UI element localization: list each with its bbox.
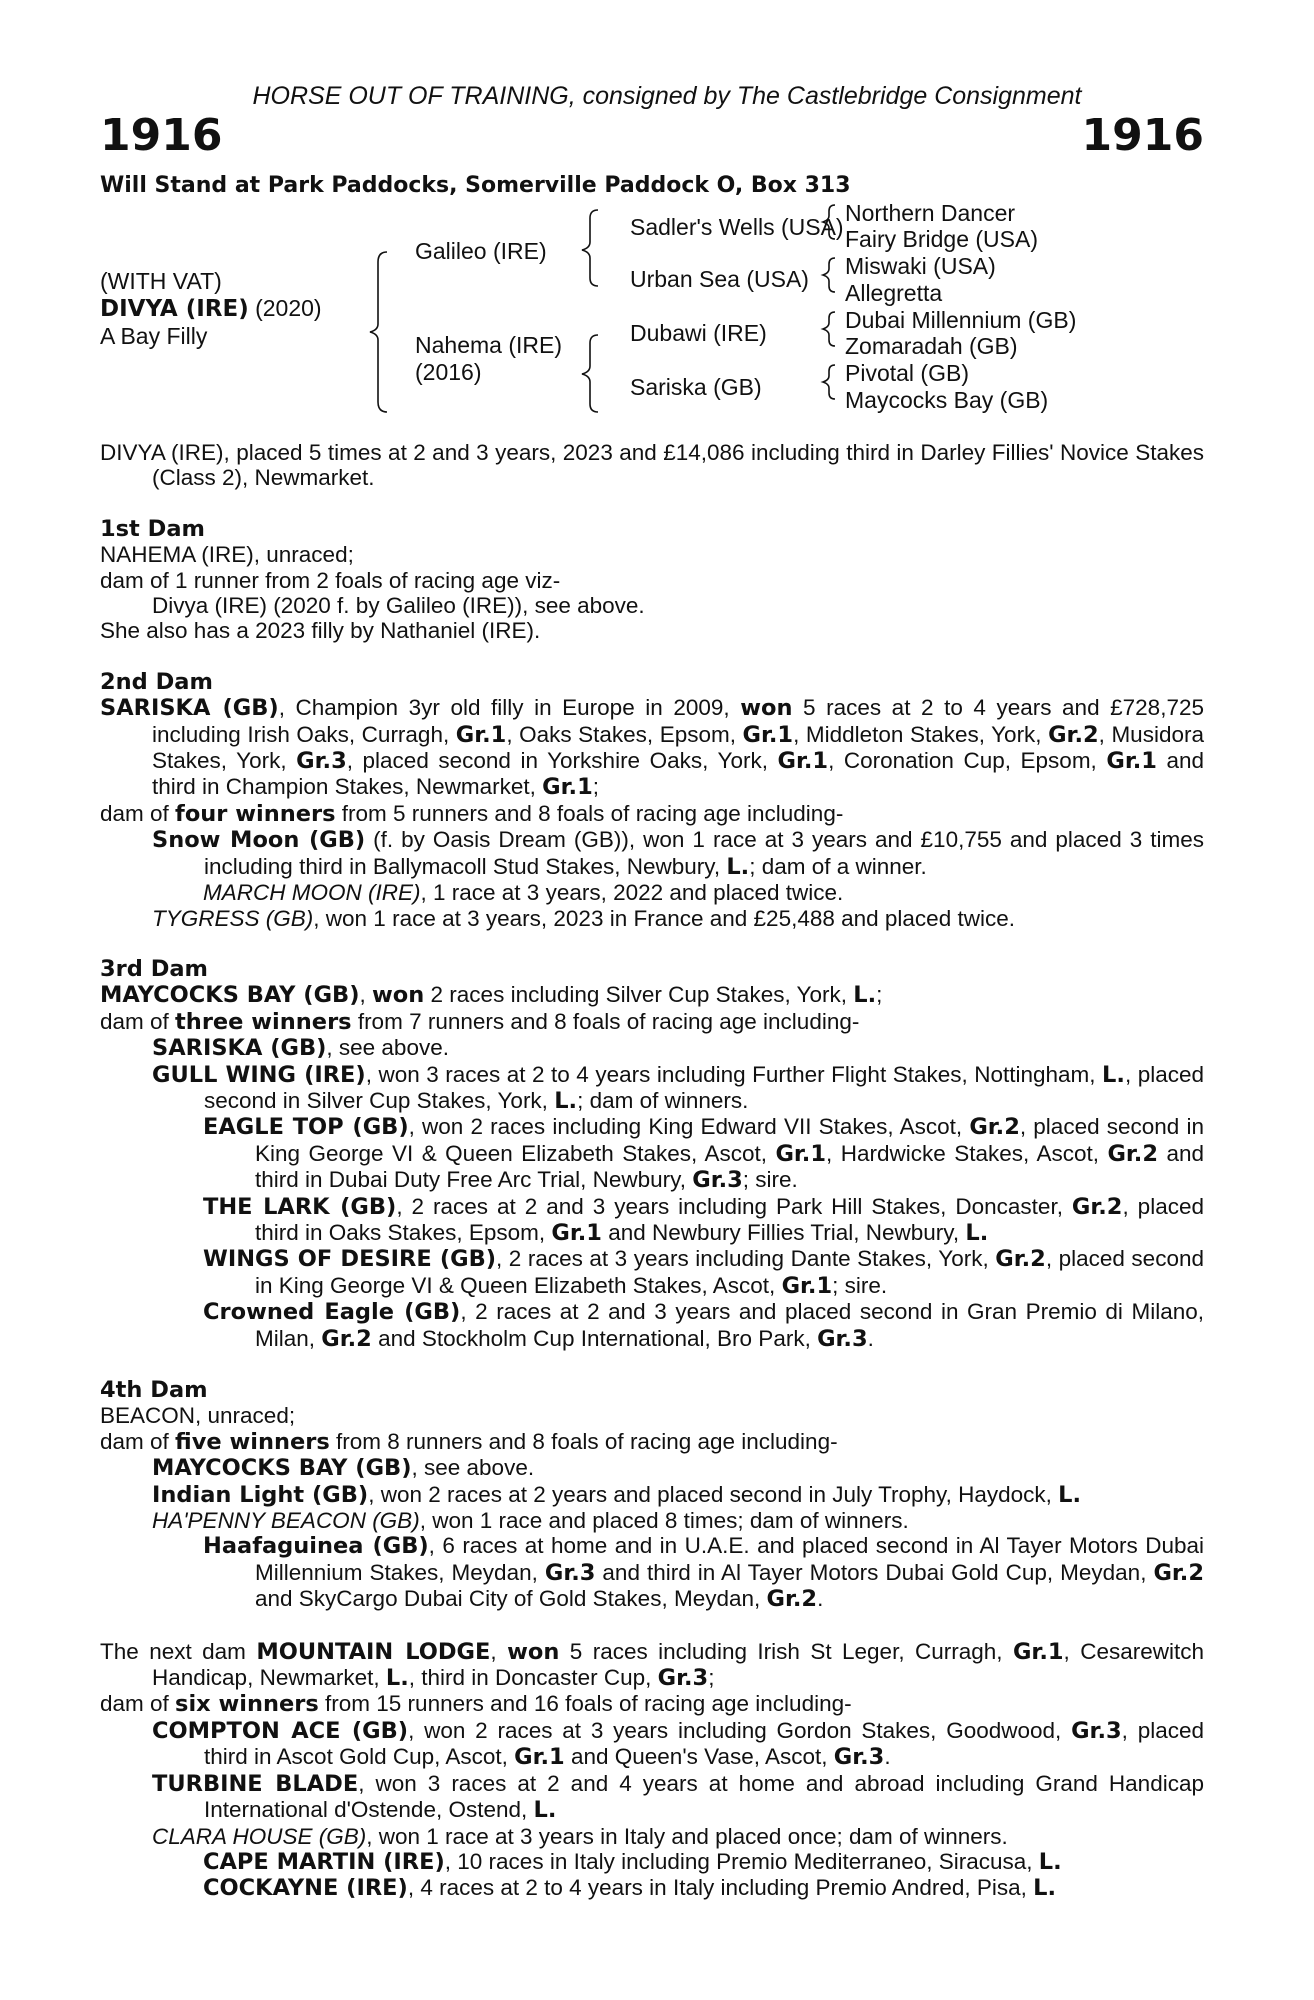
produce-crowned-eagle: Crowned Eagle (GB), 2 races at 2 and 3 years and placed second in Gran Premio di Milano, Milan, Gr.2 and Stockholm Cup International, Bro Park, Gr.3. bbox=[203, 1299, 1204, 1352]
produce-wings-of-desire: WINGS OF DESIRE (GB), 2 races at 3 years including Dante Stakes, York, Gr.2, placed second in King George VI & Queen Elizabeth Stakes, Ascot, Gr.1; sire. bbox=[203, 1246, 1204, 1299]
produce-the-lark: THE LARK (GB), 2 races at 2 and 3 years including Park Hill Stakes, Doncaster, Gr.2, placed third in Oaks Stakes, Epsom, Gr.1 and Newbury Fillies Trial, Newbury, L. bbox=[203, 1193, 1204, 1246]
fourth-dam-produce-summary: dam of five winners from 8 runners and 8 foals of racing age including- bbox=[100, 1428, 838, 1455]
produce-maycocks-bay: MAYCOCKS BAY (GB), see above. bbox=[152, 1455, 535, 1482]
great-grandparent-6: Zomaradah (GB) bbox=[845, 333, 1018, 359]
third-dam-section bbox=[100, 957, 1204, 1352]
next-dam-produce-summary: dam of six winners from 15 runners and 16 foals of racing age including- bbox=[100, 1691, 852, 1718]
produce-snow-moon: Snow Moon (GB) (f. by Oasis Dream (GB)), won 1 race at 3 years and £10,755 and placed 3 times including third in Ballymacoll Stud Stakes, Newbury, L.; dam of a winner. bbox=[152, 827, 1204, 880]
grandparent-4: Sariska (GB) bbox=[630, 374, 762, 400]
sire: Galileo (IRE) bbox=[415, 238, 547, 264]
great-grandparent-8: Maycocks Bay (GB) bbox=[845, 387, 1049, 413]
catalogue-body bbox=[100, 440, 1204, 1902]
third-dam-produce-summary: dam of three winners from 7 runners and 8 foals of racing age including- bbox=[100, 1008, 860, 1035]
first-dam-foal: Divya (IRE) (2020 f. by Galileo (IRE)), see above. bbox=[152, 593, 645, 619]
vat-note: (WITH VAT) bbox=[100, 268, 222, 294]
lot-number-right: 1916 bbox=[1081, 110, 1204, 161]
produce-turbine-blade: TURBINE BLADE, won 3 races at 2 and 4 years at home and abroad including Grand Handicap International d'Ostende, Ostend, L. bbox=[152, 1770, 1204, 1824]
lot-number-row bbox=[100, 110, 1204, 161]
next-dam-record: The next dam MOUNTAIN LODGE, won 5 races including Irish St Leger, Curragh, Gr.1, Cesarewitch Handicap, Newmarket, L., third in Doncaster Cup, Gr.3; bbox=[100, 1638, 1205, 1692]
horse-name: DIVYA (IRE) bbox=[100, 296, 249, 322]
produce-gull-wing: GULL WING (IRE), won 3 races at 2 to 4 years including Further Flight Stakes, Nottingham, L., placed second in Silver Cup Stakes, York, L.; dam of winners. bbox=[152, 1061, 1204, 1114]
great-grandparent-5: Dubai Millennium (GB) bbox=[845, 307, 1077, 333]
great-grandparent-4: Allegretta bbox=[845, 280, 943, 306]
consignor-header: HORSE OUT OF TRAINING, consigned by The Castlebridge Consignment bbox=[252, 82, 1082, 110]
horse-name-line bbox=[100, 295, 322, 322]
produce-compton-ace: COMPTON ACE (GB), won 2 races at 3 years including Gordon Stakes, Goodwood, Gr.3, placed third in Ascot Gold Cup, Ascot, Gr.1 and Queen's Vase, Ascot, Gr.3. bbox=[152, 1717, 1204, 1771]
first-dam-line: NAHEMA (IRE), unraced; bbox=[100, 542, 354, 568]
stabling-location: Will Stand at Park Paddocks, Somerville Paddock O, Box 313 bbox=[100, 173, 851, 198]
great-grandparent-7: Pivotal (GB) bbox=[845, 360, 969, 386]
produce-cape-martin: CAPE MARTIN (IRE), 10 races in Italy including Premio Mediterraneo, Siracusa, L. bbox=[203, 1848, 1062, 1875]
fourth-dam-heading: 4th Dam bbox=[100, 1377, 208, 1403]
second-dam-name: SARISKA (GB) bbox=[100, 695, 279, 722]
produce-eagle-top: EAGLE TOP (GB), won 2 races including King Edward VII Stakes, Ascot, Gr.2, placed second in King George VI & Queen Elizabeth Stakes, Ascot, Gr.1, Hardwicke Stakes, Ascot, Gr.2 and third in Dubai Duty Free Arc Trial, Newbury, Gr.3; sire. bbox=[203, 1114, 1204, 1194]
first-dam-heading: 1st Dam bbox=[100, 515, 205, 542]
next-dam-section bbox=[100, 1639, 1204, 1902]
produce-clara-house: CLARA HOUSE (GB), won 1 race at 3 years in Italy and placed once; dam of winners. bbox=[152, 1823, 1008, 1849]
produce-indian-light: Indian Light (GB), won 2 races at 2 years and placed second in July Trophy, Haydock, L. bbox=[152, 1481, 1082, 1508]
horse-record: DIVYA (IRE), placed 5 times at 2 and 3 years, 2023 and £14,086 including third in Darley Fillies' Novice Stakes (Class 2), Newmarket. bbox=[100, 440, 1204, 491]
second-dam-produce-summary: dam of four winners from 5 runners and 8 foals of racing age including- bbox=[100, 800, 844, 827]
catalogue-page bbox=[100, 82, 1204, 1902]
first-dam-produce-summary: dam of 1 runner from 2 foals of racing age viz- bbox=[100, 567, 561, 593]
produce-hapenny-beacon: HA'PENNY BEACON (GB), won 1 race and placed 8 times; dam of winners. bbox=[152, 1508, 909, 1534]
first-dam-note: She also has a 2023 filly by Nathaniel (IRE). bbox=[100, 618, 541, 644]
produce-sariska: SARISKA (GB), see above. bbox=[152, 1035, 449, 1062]
third-dam-heading: 3rd Dam bbox=[100, 955, 208, 982]
first-dam-section bbox=[100, 517, 1204, 644]
horse-description: A Bay Filly bbox=[100, 323, 208, 349]
great-grandparent-2: Fairy Bridge (USA) bbox=[845, 226, 1038, 252]
great-grandparent-3: Miswaki (USA) bbox=[845, 253, 996, 279]
grandparent-3: Dubawi (IRE) bbox=[630, 320, 767, 346]
produce-tygress: TYGRESS (GB), won 1 race at 3 years, 2023 in France and £25,488 and placed twice. bbox=[152, 905, 1015, 931]
pedigree-table bbox=[100, 202, 1204, 432]
second-dam-record: SARISKA (GB), Champion 3yr old filly in Europe in 2009, won 5 races at 2 to 4 years and £728,725 including Irish Oaks, Curragh, Gr.1, Oaks Stakes, Epsom, Gr.1, Middleton Stakes, York, Gr.2, Musidora Stakes, York, Gr.3, placed second in Yorkshire Oaks, York, Gr.1, Coronation Cup, Epsom, Gr.1 and third in Champion Stakes, Newmarket, Gr.1; bbox=[100, 695, 1205, 801]
dam-year: (2016) bbox=[415, 359, 482, 385]
lot-number-left: 1916 bbox=[100, 110, 223, 161]
horse-year: (2020) bbox=[255, 295, 322, 321]
grandparent-1: Sadler's Wells (USA) bbox=[630, 214, 844, 240]
second-dam-section bbox=[100, 670, 1204, 931]
produce-cockayne: COCKAYNE (IRE), 4 races at 2 to 4 years in Italy including Premio Andred, Pisa, L. bbox=[203, 1875, 1057, 1902]
fourth-dam-line: BEACON, unraced; bbox=[100, 1403, 296, 1429]
second-dam-heading: 2nd Dam bbox=[100, 668, 213, 695]
grandparent-2: Urban Sea (USA) bbox=[630, 266, 809, 292]
fourth-dam-section bbox=[100, 1378, 1204, 1613]
great-grandparent-1: Northern Dancer bbox=[845, 200, 1016, 226]
produce-haafaguinea: Haafaguinea (GB), 6 races at home and in U.A.E. and placed second in Al Tayer Motors Dubai Millennium Stakes, Meydan, Gr.3 and third in Al Tayer Motors Dubai Gold Cup, Meydan, Gr.2 and SkyCargo Dubai City of Gold Stakes, Meydan, Gr.2. bbox=[203, 1533, 1205, 1613]
dam: Nahema (IRE) bbox=[415, 332, 562, 358]
third-dam-record: MAYCOCKS BAY (GB), won 2 races including Silver Cup Stakes, York, L.; bbox=[100, 982, 883, 1009]
produce-march-moon: MARCH MOON (IRE), 1 race at 3 years, 2022 and placed twice. bbox=[203, 880, 844, 906]
